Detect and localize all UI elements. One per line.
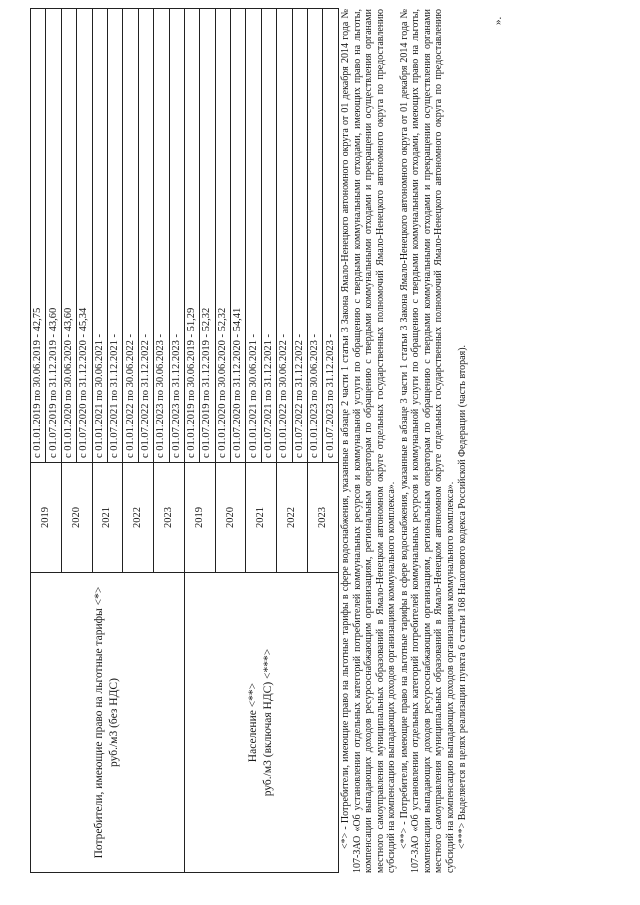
footnote-2: <**> - Потребители, имеющие право на льготные тарифы в сфере водоснабжения, указанные в абзаце 3 части 1 статьи 3 Закона Ямало-Ненецкого автономного округа от 01 декабря 2014 года № 107-ЗАО «Об установлении отдельных категорий потребителей коммунальных ресурсов и коммунальной услуги по обращению с твердыми коммунальными отходами, имеющих право на льготы, компенсации выпадающих доходов ресурсоснабжающим организациям, региональным операторам по обращению с твердыми коммунальными отходами и прекращении осуществления органами местного самоуправления муниципальных образований в Ямало-Ненецком автономном округе отдельных государственных полномочий Ямало-Ненецкого автономного округа по предоставлению субсидий на компенсацию выпадающих доходов организациям коммунального комплекса». bbox=[398, 9, 456, 873]
footnotes bbox=[340, 9, 469, 873]
period-cell: с 01.01.2022 по 30.06.2022 - bbox=[277, 9, 292, 463]
period-cell: с 01.07.2022 по 31.12.2022 - bbox=[138, 9, 153, 463]
category-preferential: Потребители, имеющие право на льготные тарифы <*> руб./м3 (без НДС) bbox=[31, 573, 185, 873]
period-cell: с 01.01.2019 по 30.06.2019 - 51,29 bbox=[184, 9, 199, 463]
period-cell: с 01.07.2022 по 31.12.2022 - bbox=[292, 9, 307, 463]
period-cell: с 01.07.2023 по 31.12.2023 - bbox=[169, 9, 184, 463]
period-cell: с 01.07.2021 по 31.12.2021 - bbox=[107, 9, 122, 463]
period-cell: с 01.01.2020 по 30.06.2020 - 43,60 bbox=[61, 9, 76, 463]
year-cell: 2023 bbox=[308, 463, 339, 573]
period-cell: с 01.07.2020 по 31.12.2020 - 54,41 bbox=[231, 9, 246, 463]
year-cell: 2019 bbox=[184, 463, 215, 573]
period-cell: с 01.01.2022 по 30.06.2022 - bbox=[123, 9, 138, 463]
period-cell: с 01.07.2019 по 31.12.2019 - 52,32 bbox=[200, 9, 215, 463]
period-cell: с 01.01.2023 по 30.06.2023 - bbox=[308, 9, 323, 463]
year-cell: 2022 bbox=[277, 463, 308, 573]
year-cell: 2023 bbox=[154, 463, 185, 573]
year-cell: 2020 bbox=[61, 463, 92, 573]
tariff-table bbox=[30, 8, 339, 873]
year-cell: 2022 bbox=[123, 463, 154, 573]
period-cell: с 01.07.2019 по 31.12.2019 - 43,60 bbox=[46, 9, 61, 463]
period-cell: с 01.01.2020 по 30.06.2020 - 52,32 bbox=[215, 9, 230, 463]
year-cell: 2021 bbox=[92, 463, 123, 573]
table-row bbox=[31, 9, 46, 873]
footnote-1: <*> - Потребители, имеющие право на льготные тарифы в сфере водоснабжения, указанные в абзаце 2 части 1 статьи 3 Закона Ямало-Ненецкого автономного округа от 01 декабря 2014 года № 107-ЗАО «Об установлении отдельных категорий потребителей коммунальных ресурсов и коммунальной услуги по обращению с твердыми коммунальными отходами, имеющих право на льготы, компенсации выпадающих доходов ресурсоснабжающим организациям, региональным операторам по обращению с твердыми коммунальными отходами и прекращении осуществления органами местного самоуправления муниципальных образований в Ямало-Ненецком автономном округе отдельных государственных полномочий Ямало-Ненецкого автономного округа по предоставлению субсидий на компенсацию выпадающих доходов организациям коммунального комплекса». bbox=[340, 9, 397, 873]
year-cell: 2020 bbox=[215, 463, 246, 573]
category-population bbox=[184, 573, 338, 873]
year-cell: 2019 bbox=[31, 463, 62, 573]
category-population-line1: Население <**> bbox=[247, 682, 260, 763]
period-cell: с 01.01.2021 по 30.06.2021 - bbox=[92, 9, 107, 463]
period-cell: с 01.01.2019 по 30.06.2019 - 42,75 bbox=[31, 9, 46, 463]
period-cell: с 01.01.2021 по 30.06.2021 - bbox=[246, 9, 261, 463]
closing-mark: ». bbox=[492, 16, 504, 25]
footnote-3: <***> Выделяется в целях реализации пункта 6 статьи 168 Налогового кодекса Российской Федерации (часть вторая). bbox=[457, 344, 468, 849]
table-row bbox=[184, 9, 199, 873]
period-cell: с 01.07.2020 по 31.12.2020 - 45,34 bbox=[77, 9, 92, 463]
category-population-line2: руб./м3 (включая НДС) <***> bbox=[262, 648, 275, 797]
period-cell: с 01.07.2021 по 31.12.2021 - bbox=[261, 9, 276, 463]
period-cell: с 01.01.2023 по 30.06.2023 - bbox=[154, 9, 169, 463]
period-cell: с 01.07.2023 по 31.12.2023 - bbox=[323, 9, 339, 463]
year-cell: 2021 bbox=[246, 463, 277, 573]
